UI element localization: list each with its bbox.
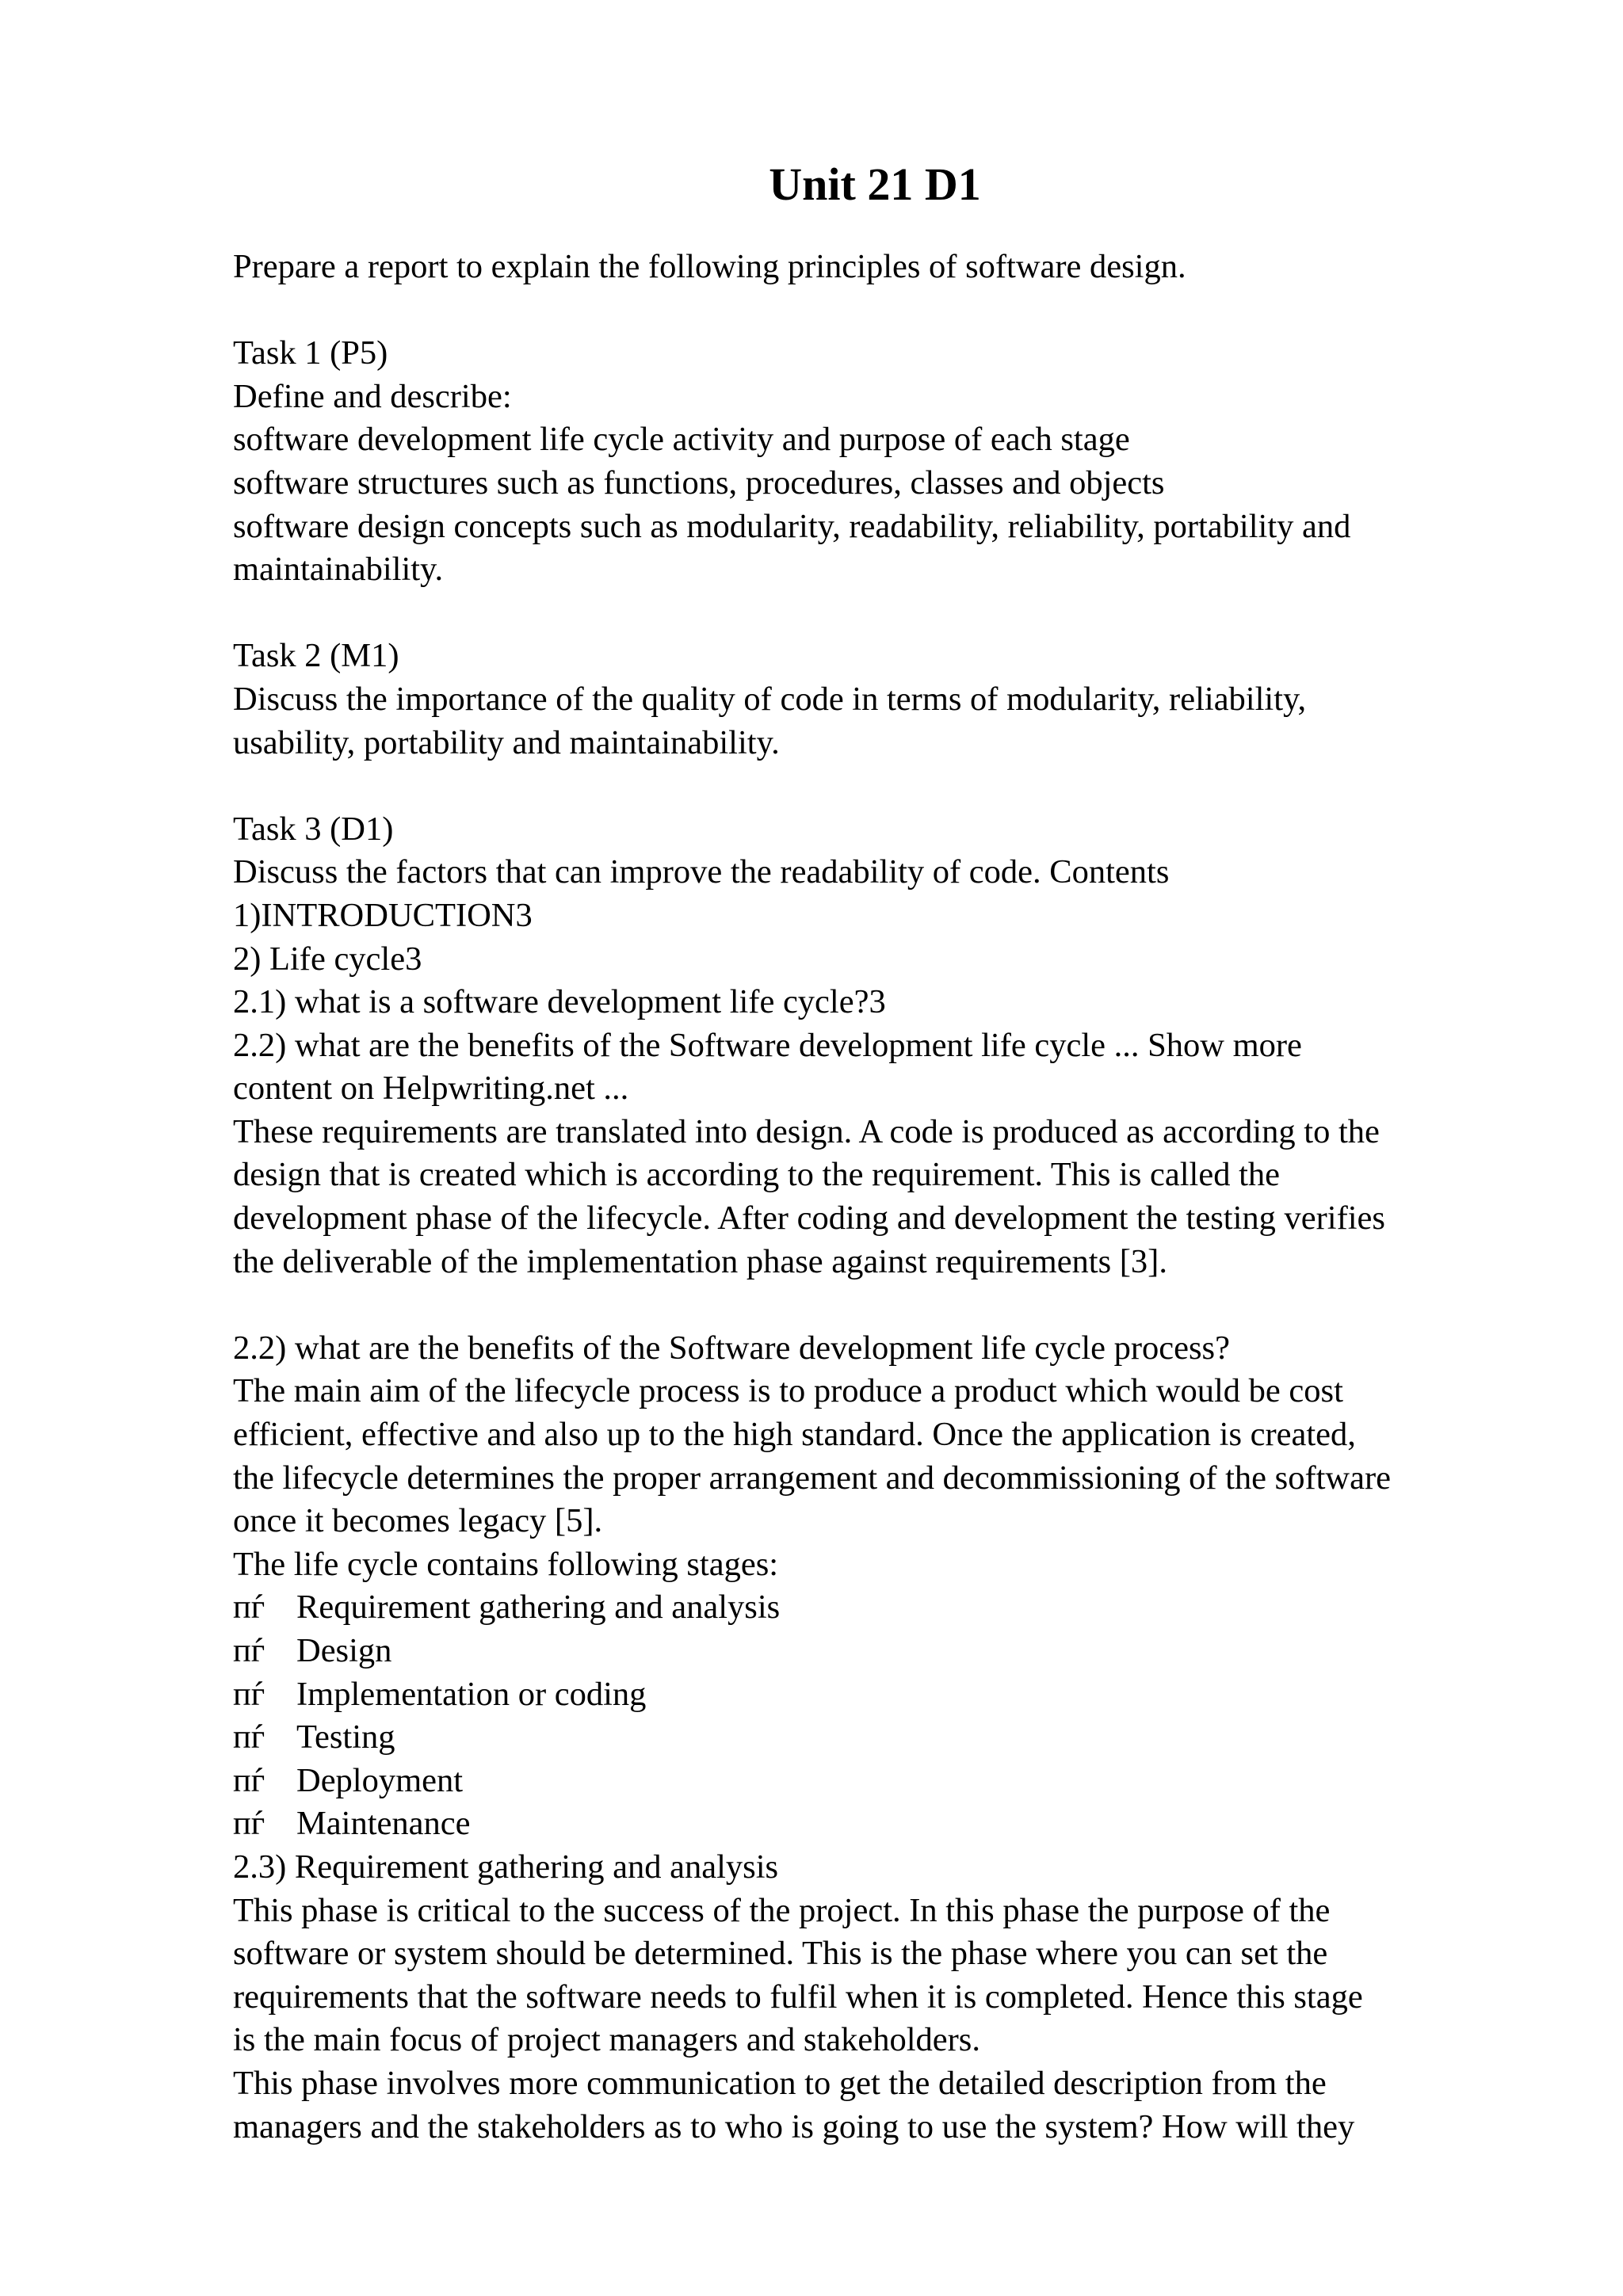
paragraph-line: once it becomes legacy [5]. <box>233 1502 603 1540</box>
paragraph-line: the lifecycle determines the proper arrangement and decommissioning of the software <box>233 1459 1391 1497</box>
bullet-icon: пѓ <box>233 1805 265 1843</box>
paragraph-line: software or system should be determined. This is the phase where you can set the <box>233 1935 1328 1973</box>
list-item-label: Implementation or coding <box>296 1675 647 1713</box>
list-item <box>233 1802 1517 1846</box>
blank-line <box>233 289 1517 333</box>
paragraph-line: the deliverable of the implementation phase against requirements [3]. <box>233 1242 1167 1280</box>
paragraph-line: efficient, effective and also up to the high standard. Once the application is created, <box>233 1416 1356 1454</box>
list-item-label: Testing <box>296 1718 395 1756</box>
list-item <box>233 1760 1517 1803</box>
bullet-icon: пѓ <box>233 1675 265 1713</box>
paragraph-line: These requirements are translated into design. A code is produced as according to the <box>233 1112 1380 1150</box>
paragraph-line: The life cycle contains following stages: <box>233 1545 779 1583</box>
list-item-label: Deployment <box>296 1761 464 1799</box>
intro-line: Prepare a report to explain the following principles of software design. <box>233 248 1186 285</box>
paragraph-line: managers and the stakeholders as to who is going to use the system? How will they <box>233 2107 1355 2145</box>
document-body <box>233 246 1517 2149</box>
list-item <box>233 1630 1517 1673</box>
contents-line: 2) Life cycle3 <box>233 940 422 978</box>
document-title: Unit 21 D1 <box>769 158 981 210</box>
paragraph-line: is the main focus of project managers and stakeholders. <box>233 2021 980 2059</box>
task-1-line: Define and describe: <box>233 377 512 415</box>
task-3-line: Discuss the factors that can improve the readability of code. Contents <box>233 853 1170 891</box>
task-1-line: maintainability. <box>233 551 444 589</box>
section-heading: 2.3) Requirement gathering and analysis <box>233 1848 779 1886</box>
list-item-label: Design <box>296 1632 392 1669</box>
list-item-label: Requirement gathering and analysis <box>296 1589 781 1627</box>
task-2-heading: Task 2 (M1) <box>233 637 399 675</box>
contents-line: 2.1) what is a software development life cycle?3 <box>233 983 886 1021</box>
bullet-icon: пѓ <box>233 1632 265 1669</box>
list-item <box>233 1716 1517 1760</box>
blank-line <box>233 1283 1517 1327</box>
contents-line: 2.2) what are the benefits of the Software development life cycle ... Show more <box>233 1026 1302 1064</box>
stages-list <box>233 1586 1517 1846</box>
task-3-heading: Task 3 (D1) <box>233 810 394 848</box>
list-item <box>233 1586 1517 1630</box>
bullet-icon: пѓ <box>233 1761 265 1799</box>
paragraph-line: This phase is critical to the success of the project. In this phase the purpose of the <box>233 1891 1331 1929</box>
task-2-line: usability, portability and maintainability. <box>233 723 780 761</box>
list-item <box>233 1673 1517 1717</box>
blank-line <box>233 592 1517 635</box>
task-1-heading: Task 1 (P5) <box>233 334 388 372</box>
task-2-line: Discuss the importance of the quality of code in terms of modularity, reliability, <box>233 680 1307 718</box>
blank-line <box>233 765 1517 808</box>
paragraph-line: The main aim of the lifecycle process is to produce a product which would be cost <box>233 1372 1343 1410</box>
paragraph-line: design that is created which is according to the requirement. This is called the <box>233 1156 1281 1194</box>
section-heading: 2.2) what are the benefits of the Software development life cycle process? <box>233 1329 1230 1367</box>
paragraph-line: development phase of the lifecycle. After coding and development the testing verifies <box>233 1199 1385 1238</box>
task-1-line: software development life cycle activity and purpose of each stage <box>233 421 1130 459</box>
paragraph-line: requirements that the software needs to fulfil when it is completed. Hence this stage <box>233 1978 1363 2016</box>
task-1-line: software structures such as functions, procedures, classes and objects <box>233 463 1165 502</box>
contents-line: content on Helpwriting.net ... <box>233 1070 629 1108</box>
bullet-icon: пѓ <box>233 1589 265 1627</box>
paragraph-line: This phase involves more communication to get the detailed description from the <box>233 2064 1327 2102</box>
list-item-label: Maintenance <box>296 1805 471 1843</box>
bullet-icon: пѓ <box>233 1718 265 1756</box>
contents-line: 1)INTRODUCTION3 <box>233 896 533 934</box>
task-1-line: software design concepts such as modularity, readability, reliability, portability and <box>233 507 1351 545</box>
